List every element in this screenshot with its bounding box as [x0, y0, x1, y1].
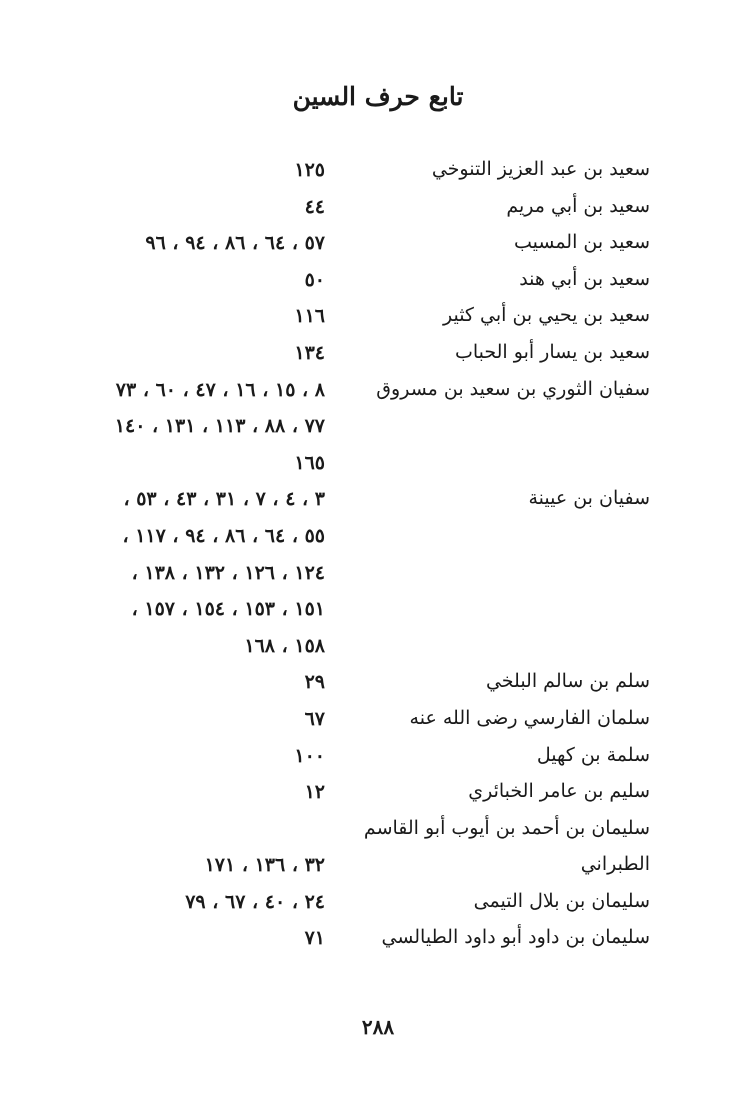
- entry-pages: ٣ ، ٤ ، ٧ ، ٣١ ، ٤٣ ، ٥٣ ،: [123, 488, 325, 511]
- index-entry: [60, 742, 650, 779]
- index-entry-continuation: [60, 449, 650, 486]
- entry-pages: ١٦٥: [294, 451, 325, 474]
- entry-pages: ٥٧ ، ٦٤ ، ٨٦ ، ٩٤ ، ٩٦: [145, 232, 325, 255]
- index-entry: [60, 485, 650, 522]
- entry-pages: ١٠٠: [294, 744, 325, 767]
- section-title: تابع حرف السين: [292, 82, 464, 111]
- entry-name: سعيد بن عبد العزيز التنوخي: [431, 158, 650, 180]
- entry-name: الطبراني: [580, 853, 650, 876]
- index-entry: [60, 705, 650, 742]
- entry-name: سلم بن سالم البلخي: [485, 670, 650, 693]
- index-entry: [60, 376, 650, 413]
- entry-name: سعيد بن المسيب: [513, 231, 650, 254]
- entry-pages: ١٣٤: [294, 341, 325, 364]
- entry-name: سعيد بن أبي هند: [519, 267, 650, 290]
- entry-pages: ٥٠: [304, 268, 325, 291]
- index-entry: [60, 229, 650, 266]
- index-entries: [60, 156, 650, 961]
- index-entry-continuation: [60, 522, 650, 559]
- index-entry-continuation: [60, 412, 650, 449]
- index-entry: [60, 778, 650, 815]
- page-number: ٢٨٨: [361, 1015, 395, 1039]
- index-entry-continuation: [60, 595, 650, 632]
- index-entry: [60, 193, 650, 230]
- index-entry: [60, 668, 650, 705]
- entry-pages: ٦٧: [304, 707, 325, 730]
- index-entry: [60, 302, 650, 339]
- entry-pages: ٢٩: [304, 671, 325, 694]
- entry-name: سعيد بن يسار أبو الحباب: [454, 340, 650, 363]
- entry-name: سليمان بن أحمد بن أيوب أبو القاسم: [363, 816, 650, 839]
- entry-pages: ١١٦: [294, 305, 325, 328]
- entry-name: سفيان الثوري بن سعيد بن مسروق: [376, 377, 650, 400]
- entry-name: سفيان بن عيينة: [528, 487, 650, 510]
- entry-pages: ٧١: [304, 927, 325, 950]
- entry-pages: ٥٥ ، ٦٤ ، ٨٦ ، ٩٤ ، ١١٧ ،: [122, 524, 325, 547]
- entry-pages: ٣٢ ، ١٣٦ ، ١٧١: [204, 854, 325, 877]
- entry-pages: ٨ ، ١٥ ، ١٦ ، ٤٧ ، ٦٠ ، ٧٣: [115, 378, 325, 401]
- index-entry: [60, 888, 650, 925]
- index-entry-continuation: [60, 851, 650, 888]
- entry-pages: ١٢: [304, 781, 325, 804]
- entry-name: سليمان بن داود أبو داود الطيالسي: [381, 926, 650, 949]
- index-entry-continuation: [60, 632, 650, 669]
- entry-name: سعيد بن أبي مريم: [506, 194, 650, 217]
- entry-pages: ٧٧ ، ٨٨ ، ١١٣ ، ١٣١ ، ١٤٠: [114, 415, 325, 438]
- entry-pages: ١٢٥: [294, 159, 325, 181]
- entry-name: سلمان الفارسي رضى الله عنه: [409, 706, 650, 729]
- entry-name: سعيد بن يحيي بن أبي كثير: [442, 304, 650, 327]
- entry-pages: ١٢٤ ، ١٢٦ ، ١٣٢ ، ١٣٨ ،: [131, 561, 325, 584]
- entry-name: سليم بن عامر الخبائري: [468, 780, 650, 803]
- index-entry: [60, 339, 650, 376]
- index-entry: [60, 266, 650, 303]
- entry-pages: ١٥١ ، ١٥٣ ، ١٥٤ ، ١٥٧ ،: [131, 598, 325, 621]
- entry-name: سليمان بن بلال التيمى: [473, 889, 650, 912]
- entry-pages: ٢٤ ، ٤٠ ، ٦٧ ، ٧٩: [185, 890, 325, 913]
- index-entry-continuation: [60, 559, 650, 596]
- index-entry: [60, 815, 650, 852]
- index-entry: [60, 156, 650, 193]
- index-entry: [60, 924, 650, 961]
- entry-pages: ٤٤: [304, 195, 325, 218]
- entry-name: سلمة بن كهيل: [536, 743, 650, 766]
- entry-pages: ١٥٨ ، ١٦٨: [244, 634, 325, 657]
